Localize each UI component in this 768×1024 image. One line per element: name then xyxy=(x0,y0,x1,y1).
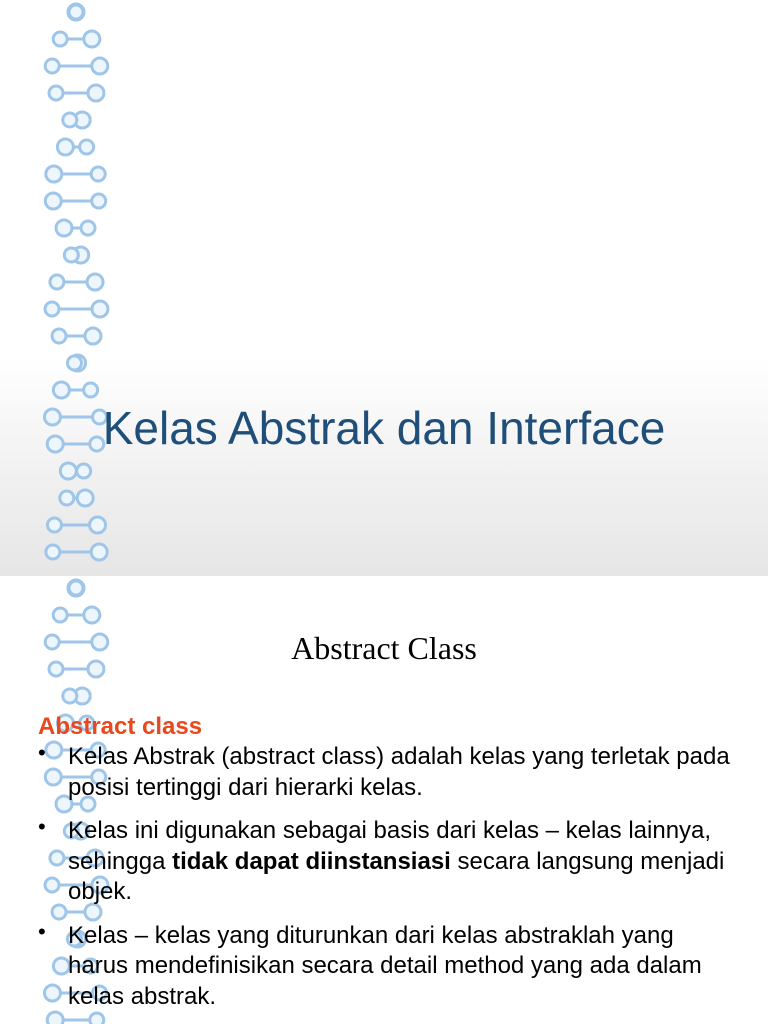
dna-node xyxy=(80,140,94,154)
bullet-text: secara langsung menjadi objek. xyxy=(68,847,725,905)
dna-node xyxy=(49,86,63,100)
dna-node xyxy=(84,383,98,397)
dna-node xyxy=(53,382,69,398)
dna-node xyxy=(69,5,83,19)
dna-node xyxy=(67,356,81,370)
slide-title-text: Kelas Abstrak dan Interface xyxy=(102,402,666,454)
dna-node xyxy=(46,166,62,182)
dna-node xyxy=(90,517,106,533)
dna-node xyxy=(92,301,108,317)
dna-helix-decoration xyxy=(0,0,130,576)
bullet-text: Kelas ini digunakan sebagai basis dari kelas – kelas lainnya, sehingga xyxy=(68,817,712,875)
dna-node xyxy=(64,248,78,262)
dna-node xyxy=(92,58,108,74)
dna-node xyxy=(47,518,61,532)
slide-abstract-class xyxy=(0,576,768,1024)
bullet-icon: • xyxy=(38,740,46,765)
dna-node xyxy=(53,608,67,622)
dna-node xyxy=(77,464,91,478)
dna-node xyxy=(45,302,59,316)
dna-node xyxy=(45,59,59,73)
bullet-text: Kelas Abstrak (abstract class) adalah kelas yang terletak pada posisi tertinggi dari hierarki kelas. xyxy=(68,743,730,801)
dna-node xyxy=(81,221,95,235)
dna-node xyxy=(87,274,103,290)
dna-node xyxy=(91,167,105,181)
bullet-bold-text: tidak dapat diinstansiasi xyxy=(172,847,451,875)
dna-node xyxy=(53,32,67,46)
bullet-text: Kelas – kelas yang diturunkan dari kelas abstraklah yang harus mendefinisikan secara detail method yang ada dalam kelas abstrak. xyxy=(68,921,702,1010)
section-heading: Abstract class xyxy=(38,713,203,740)
slide-title-text: Abstract Class xyxy=(291,630,477,666)
dna-node xyxy=(63,113,77,127)
dna-node xyxy=(92,194,106,208)
dna-node xyxy=(84,31,100,47)
dna-node xyxy=(69,581,83,595)
dna-node xyxy=(50,275,64,289)
dna-node xyxy=(84,607,100,623)
dna-node xyxy=(63,689,77,703)
dna-node xyxy=(57,139,73,155)
dna-node xyxy=(60,491,74,505)
dna-node xyxy=(85,328,101,344)
bullet-item xyxy=(36,918,736,1013)
dna-node xyxy=(46,545,60,559)
bullet-item xyxy=(36,816,736,908)
dna-node xyxy=(88,85,104,101)
dna-node xyxy=(45,193,61,209)
bullet-list xyxy=(36,742,736,1024)
bullet-icon: • xyxy=(38,814,46,839)
dna-node xyxy=(77,490,93,506)
dna-node xyxy=(60,463,76,479)
bullet-item xyxy=(36,742,736,803)
dna-node xyxy=(52,329,66,343)
dna-node xyxy=(56,220,72,236)
bullet-icon: • xyxy=(38,918,46,944)
dna-node xyxy=(91,544,107,560)
